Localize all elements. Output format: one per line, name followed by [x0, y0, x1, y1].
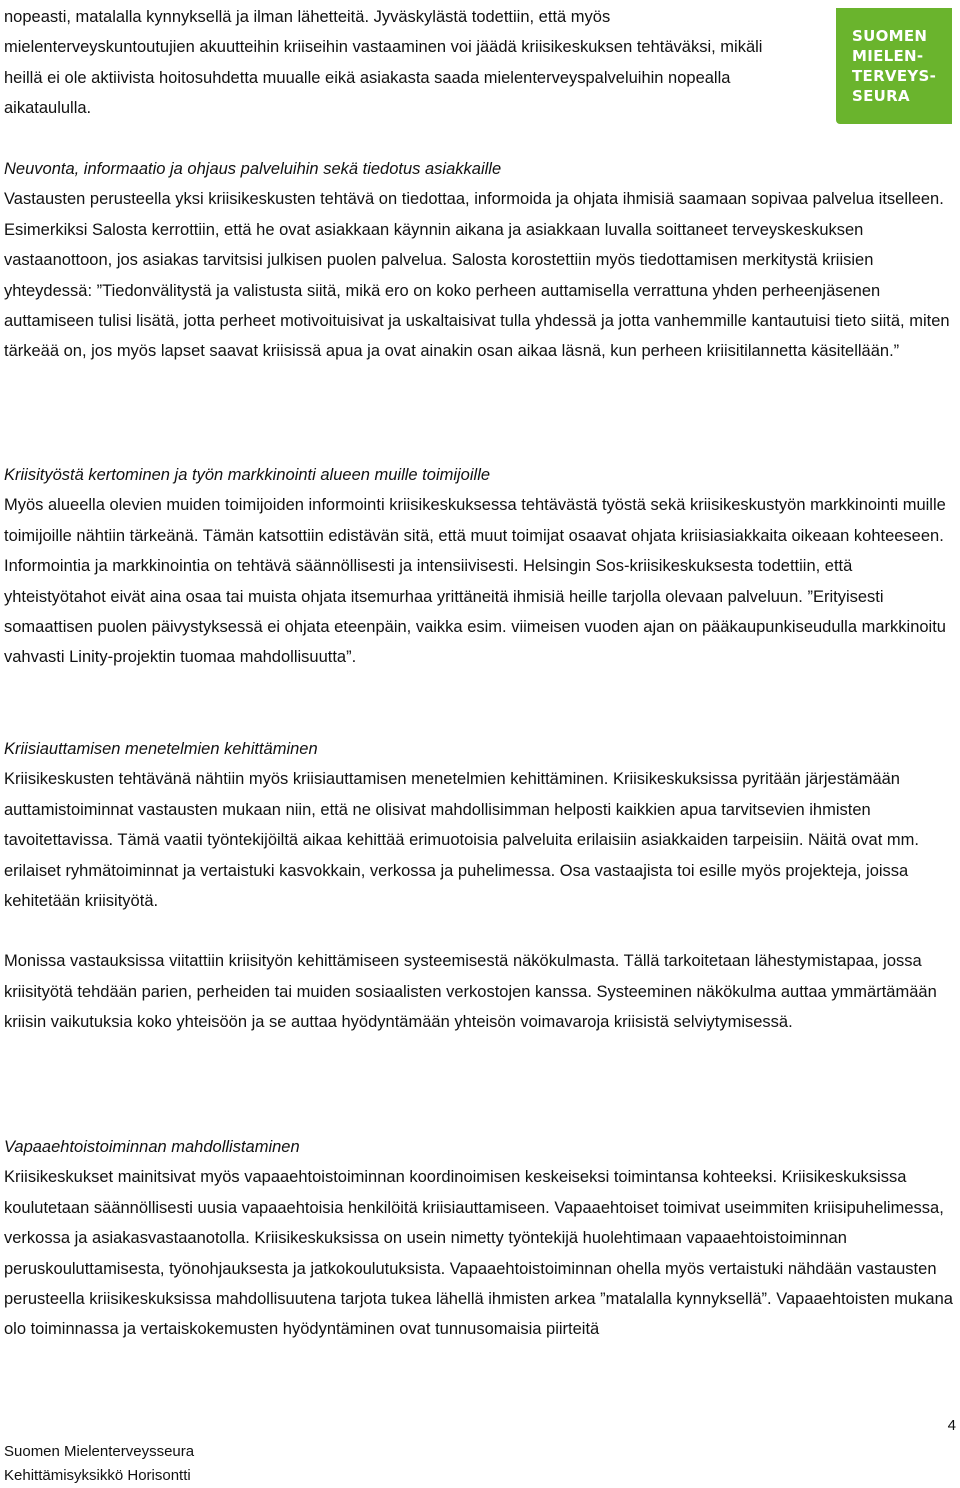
- section-heading: Kriisityöstä kertominen ja työn markkinointi alueen muille toimijoille: [4, 466, 491, 484]
- page-footer: [4, 1440, 194, 1488]
- logo-line-3: TERVEYS-: [852, 67, 937, 85]
- footer-unit: Kehittämisyksikkö Horisontti: [4, 1467, 191, 1484]
- logo-line-1: SUOMEN: [852, 27, 928, 45]
- section-paragraph: Monissa vastauksissa viitattiin kriisityön kehittämiseen systeemisestä näkökulmasta. Tällä tarkoitetaan lähestymistapaa, jossa kriisityötä tehdään parien, perheiden tai muiden sosiaalisten verkostojen kanssa. Systeeminen näkökulma auttaa ymmärtämään kriisin vaikutuksia koko yhteisöön ja se auttaa hyödyntämään yhteisön voimavaroja kriisistä selviytymisessä.: [4, 952, 937, 1032]
- intro-paragraph: nopeasti, matalalla kynnyksellä ja ilman lähetteitä. Jyväskylästä todettiin, että myös mielenterveyskuntoutujien akuutteihin kriiseihin vastaaminen voi jäädä kriisikeskuksen tehtäväksi, mikäli heillä ei ole aktiivista hoitosuhdetta muualle eikä asiakasta saada mielenterveyspalveluihin nopealla aikataululla.: [4, 8, 763, 118]
- section-heading: Kriisiauttamisen menetelmien kehittäminen: [4, 740, 318, 758]
- footer-organization: Suomen Mielenterveysseura: [4, 1443, 195, 1460]
- section-paragraph: Kriisikeskusten tehtävänä nähtiin myös kriisiauttamisen menetelmien kehittäminen. Kriisikeskuksissa pyritään järjestämään auttamistoiminnat vastausten mukaan niin, että ne olisivat mahdollisimman helposti kaikkien apua tarvitsevien ihmisten tavoitettavissa. Tämä vaatii työntekijöiltä aikaa kehittää erimuotoisia palveluita erilaisiin asiakkaiden tarpeisiin. Näitä ovat mm. erilaiset ryhmätoiminnat ja vertaistuki kasvokkain, verkossa ja puhelimessa. Osa vastaajista toi esille myös projekteja, joissa kehitetään kriisityötä.: [4, 770, 919, 911]
- logo-line-2: MIELEN-: [852, 47, 924, 65]
- page-number: 4: [947, 1417, 956, 1434]
- section-neuvonta: [4, 154, 956, 367]
- section-kriisityosta-kertominen: [4, 460, 956, 673]
- suomen-mielenterveysseura-logo: [836, 8, 952, 124]
- logo-line-4: SEURA: [852, 87, 910, 105]
- section-paragraph: Kriisikeskukset mainitsivat myös vapaaehtoistoiminnan koordinoimisen keskeiseksi toimintansa kohteeksi. Kriisikeskuksissa koulutetaan säännöllisesti uusia vapaaehtoisia henkilöitä kriisiauttamiseen. Vapaaehtoiset toimivat useimmiten kriisipuhelimessa, verkossa ja asiakasvastaanotolla. Kriisikeskuksissa on usein nimetty työntekijä huolehtimaan vapaaehtoistoiminnan peruskouluttamisesta, työnohjauksesta ja jatkokoulutuksista. Vapaaehtoistoiminnan ohella myös vertaistuki nähdään vastausten perusteella kriisikeskuksissa mahdollisuutena tarjota tukea lähellä ihmisten arkea ”matalalla kynnyksellä”. Vapaaehtoisten mukana olo toiminnassa ja vertaiskokemusten hyödyntäminen ovat tunnusomaisia piirteitä: [4, 1168, 953, 1339]
- section-heading: Neuvonta, informaatio ja ohjaus palveluihin sekä tiedotus asiakkaille: [4, 160, 502, 178]
- section-kriisiauttamisen-menetelmat: [4, 734, 956, 1038]
- section-heading: Vapaaehtoistoiminnan mahdollistaminen: [4, 1138, 300, 1156]
- section-vapaaehtoistoiminta: [4, 1132, 956, 1345]
- section-paragraph: Vastausten perusteella yksi kriisikeskusten tehtävä on tiedottaa, informoida ja ohjata ihmisiä saamaan sopivaa palvelua itselleen. Esimerkiksi Salosta kerrottiin, että he ovat asiakkaan käynnin aikana ja asiakkaan luvalla soittaneet terveyskeskuksen vastaanottoon, jos asiakas tarvitsisi julkisen puolen palvelua. Salosta korostettiin myös tiedottamisen merkitystä kriisien yhteydessä: ”Tiedonvälitystä ja valistusta siitä, mikä ero on koko perheen auttamisella verrattuna yhden perheenjäsenen auttamiseen tulisi lisätä, jotta perheet motivoituisivat ja uskaltaisivat tulla yhdessä ja jotta vanhemmille kantautuisi tieto siitä, miten tärkeää on, jos myös lapset saavat kriisissä apua ja ovat ainakin osan aikaa läsnä, kun perheen kriisitilannetta käsitellään.”: [4, 190, 950, 361]
- section-paragraph: Myös alueella olevien muiden toimijoiden informointi kriisikeskuksessa tehtävästä työstä sekä kriisikeskustyön markkinointi muille toimijoille nähtiin tärkeänä. Tämän katsottiin edistävän sitä, että muut toimijat osaavat ohjata kriisiasiakkaita oikeaan kohteeseen. Informointia ja markkinointia on tehtävä säännöllisesti ja intensiivisesti. Helsingin Sos-kriisikeskuksesta todettiin, että yhteistyötahot eivät aina osaa tai muista ohjata itsemurhaa yrittäneitä ihmisiä heille tarjolla olevaan palveluun. ”Erityisesti somaattisen puolen päivystyksessä ei ohjata eteenpäin, vaikka esim. viimeisen vuoden ajan on pääkaupunkiseudulla markkinoitu vahvasti Linity-projektin tuomaa mahdollisuutta”.: [4, 496, 946, 667]
